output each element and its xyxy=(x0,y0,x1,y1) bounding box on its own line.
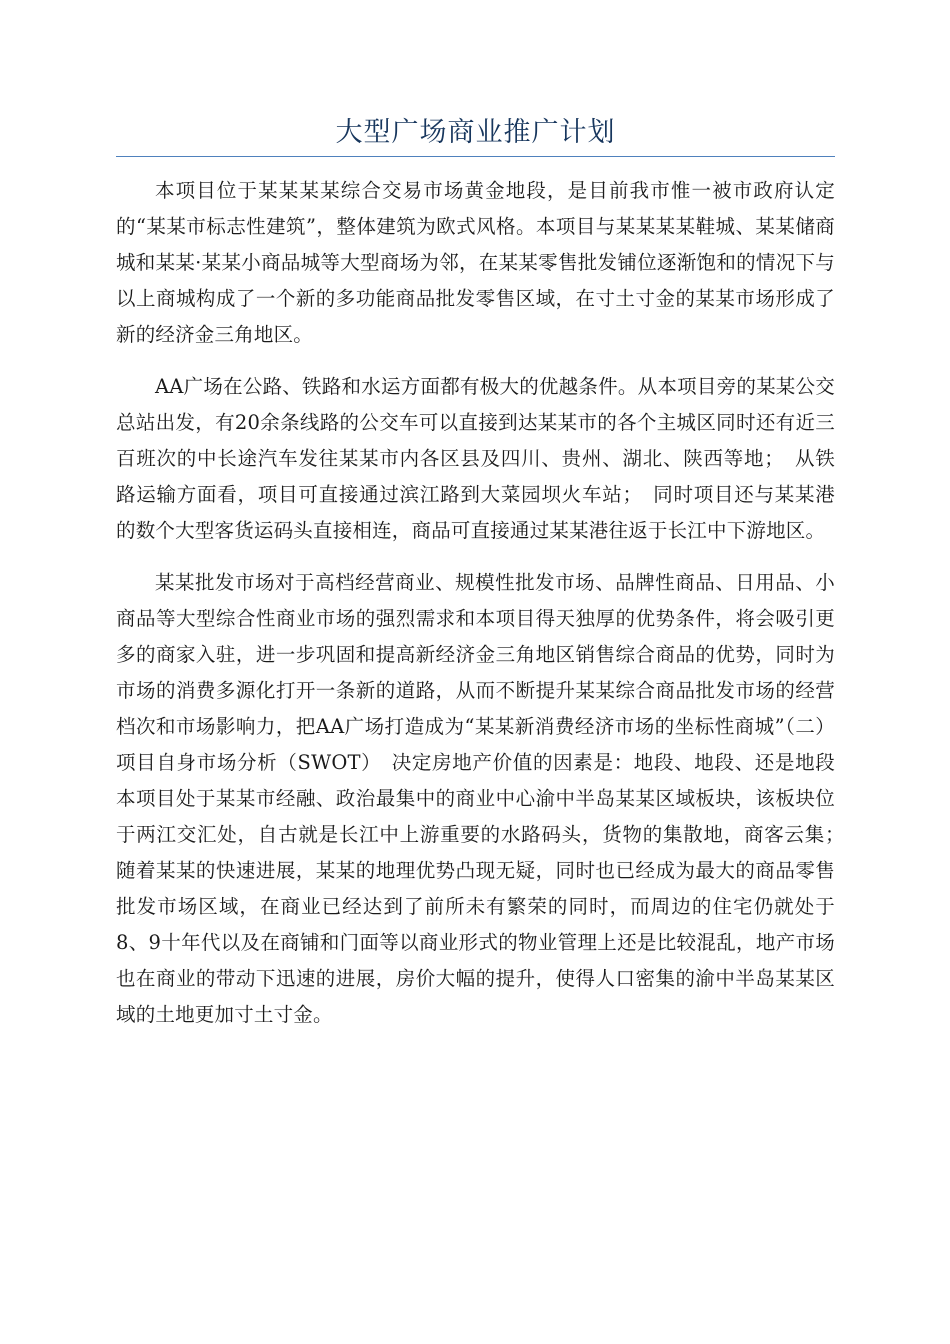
paragraph-transport: AA广场在公路、铁路和水运方面都有极大的优越条件。从本项目旁的某某公交总站出发，有20余条线路的公交车可以直接到达某某市的各个主城区同时还有近三百班次的中长途汽车发往某某市内各区县及四川、贵州、湖北、陕西等地； 从铁路运输方面看，项目可直接通过滨江路到大菜园坝火车站； 同时项目还与某某港的数个大型客货运码头直接相连，商品可直接通过某某港往返于长江中下游地区。 xyxy=(116,375,835,542)
paragraph-location: 本项目位于某某某某综合交易市场黄金地段，是目前我市惟一被市政府认定的“某某市标志性建筑”，整体建筑为欧式风格。本项目与某某某某鞋城、某某储商城和某某·某某小商品城等大型商场为邻，在某某零售批发铺位逐渐饱和的情况下与以上商城构成了一个新的多功能商品批发零售区域，在寸土寸金的某某市场形成了新的经济金三角地区。 xyxy=(116,179,835,346)
page-title: 大型广场商业推广计划 xyxy=(335,117,616,148)
paragraph-market-analysis: 某某批发市场对于高档经营商业、规模性批发市场、品牌性商品、日用品、小商品等大型综合性商业市场的强烈需求和本项目得天独厚的优势条件，将会吸引更多的商家入驻，进一步巩固和提高新经济金三角地区销售综合商品的优势，同时为市场的消费多源化打开一条新的道路，从而不断提升某某综合商品批发市场的经营档次和市场影响力，把AA广场打造成为“某某新消费经济市场的坐标性商城”（二）项目自身市场分析（SWOT） 决定房地产价值的因素是：地段、地段、还是地段本项目处于某某市经融、政治最集中的商业中心渝中半岛某某区域板块，该板块位于两江交汇处，自古就是长江中上游重要的水路码头，货物的集散地，商客云集； 随着某某的快速进展，某某的地理优势凸现无疑，同时也已经成为最大的商品零售批发市场区域，在商业已经达到了前所未有繁荣的同时，而周边的住宅仍就处于8、9十年代以及在商铺和门面等以商业形式的物业管理上还是比较混乱，地产市场也在商业的带动下迅速的进展，房价大幅的提升，使得人口密集的渝中半岛某某区域的土地更加寸土寸金。 xyxy=(116,571,855,1026)
title-block xyxy=(116,110,835,157)
document-body xyxy=(116,173,855,1049)
